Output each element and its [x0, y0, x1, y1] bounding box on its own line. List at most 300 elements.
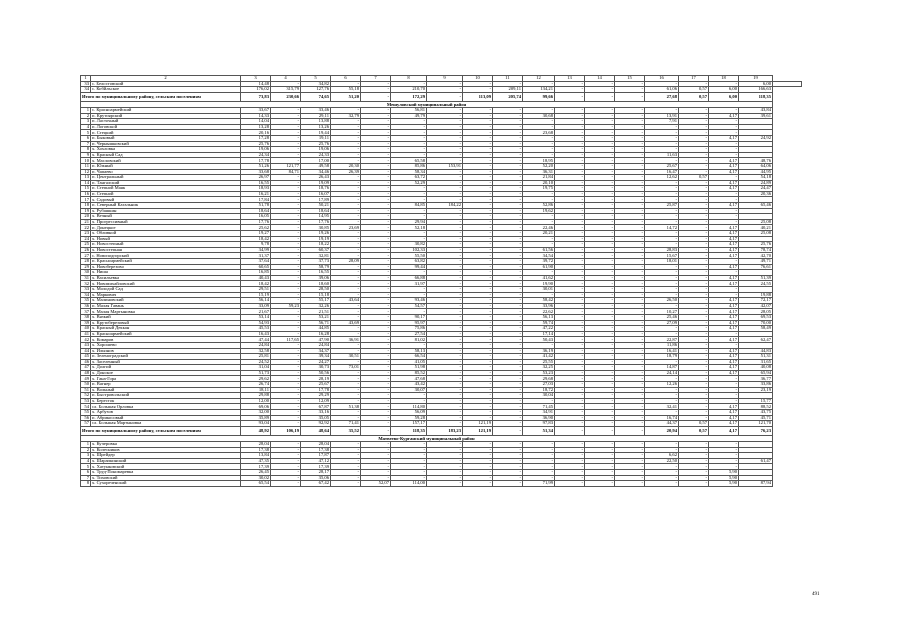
value-cell: 63,82 — [391, 259, 427, 265]
row-number: 6 — [81, 469, 91, 475]
value-cell: 58,42 — [523, 298, 555, 304]
value-cell: - — [493, 309, 523, 315]
row-number: 33 — [81, 286, 91, 292]
value-cell: - — [555, 426, 585, 436]
row-number: 20 — [81, 214, 91, 220]
value-cell: - — [555, 464, 585, 470]
value-cell: - — [331, 415, 361, 421]
value-cell: 30,01 — [523, 286, 555, 292]
value-cell: - — [427, 113, 463, 119]
value-cell: - — [585, 298, 615, 304]
value-cell: 12,26 — [645, 382, 679, 388]
value-cell: 78,74 — [739, 247, 773, 253]
row-name: х. Труд-Пономаревка — [91, 469, 241, 475]
value-cell: 51,34 — [523, 426, 555, 436]
value-cell: - — [463, 231, 493, 237]
row-number: 37 — [81, 309, 91, 315]
value-cell: - — [361, 236, 391, 242]
value-cell: - — [361, 264, 391, 270]
value-cell: - — [463, 147, 493, 153]
value-cell: - — [493, 259, 523, 265]
value-cell: - — [361, 314, 391, 320]
value-cell: - — [615, 81, 645, 87]
value-cell: - — [679, 337, 709, 343]
value-cell: - — [331, 158, 361, 164]
value-cell: 22,62 — [523, 309, 555, 315]
value-cell: - — [523, 447, 555, 453]
value-cell: - — [679, 275, 709, 281]
value-cell: - — [427, 147, 463, 153]
value-cell: - — [615, 236, 645, 242]
value-cell: - — [615, 447, 645, 453]
value-cell: - — [615, 475, 645, 481]
value-cell: - — [271, 342, 301, 348]
value-cell: - — [679, 469, 709, 475]
value-cell: 66,88 — [391, 275, 427, 281]
value-cell: 19,62 — [523, 208, 555, 214]
value-cell: 84,85 — [391, 203, 427, 209]
value-cell: - — [331, 370, 361, 376]
value-cell: - — [585, 404, 615, 410]
value-cell: - — [463, 453, 493, 459]
value-cell: - — [271, 119, 301, 125]
row-number: 2 — [81, 113, 91, 119]
value-cell: - — [585, 275, 615, 281]
row-number: 38 — [81, 314, 91, 320]
value-cell: - — [585, 81, 615, 87]
value-cell: 25,81 — [241, 354, 271, 360]
value-cell: - — [555, 337, 585, 343]
value-cell: - — [555, 458, 585, 464]
value-cell: 49,58 — [301, 163, 331, 169]
row-number: 14 — [81, 180, 91, 186]
value-cell: - — [709, 141, 739, 147]
value-cell: 51,39 — [739, 275, 773, 281]
value-cell: - — [555, 421, 585, 427]
value-cell: - — [463, 124, 493, 130]
row-number: 5 — [81, 464, 91, 470]
value-cell: - — [679, 370, 709, 376]
row-name: п. Красноармейский — [91, 259, 241, 265]
value-cell: - — [679, 447, 709, 453]
value-cell: - — [361, 275, 391, 281]
value-cell: - — [679, 130, 709, 136]
value-cell: 18,42 — [241, 236, 271, 242]
value-cell: 29,88 — [241, 393, 271, 399]
value-cell: 65,94 — [739, 370, 773, 376]
value-cell: 52,20 — [523, 163, 555, 169]
value-cell: - — [555, 281, 585, 287]
value-cell: 51,20 — [331, 92, 361, 102]
value-cell: 99,66 — [523, 92, 555, 102]
value-cell: - — [463, 141, 493, 147]
value-cell: 4,17 — [709, 354, 739, 360]
row-name: п. Южный — [91, 163, 241, 169]
value-cell: - — [585, 370, 615, 376]
row-number: 31 — [81, 275, 91, 281]
value-cell: 17,38 — [241, 447, 271, 453]
value-cell: - — [463, 320, 493, 326]
value-cell: 16,21 — [241, 191, 271, 197]
value-cell: - — [271, 175, 301, 181]
value-cell: - — [585, 320, 615, 326]
value-cell: - — [463, 135, 493, 141]
row-name: х. Кучеровка — [91, 442, 241, 448]
value-cell: - — [645, 158, 679, 164]
column-number: 9 — [427, 76, 463, 82]
value-cell: - — [645, 141, 679, 147]
row-number: 23 — [81, 231, 91, 237]
value-cell: - — [391, 442, 427, 448]
value-cell: - — [523, 197, 555, 203]
row-number: 7 — [81, 141, 91, 147]
value-cell: - — [331, 309, 361, 315]
value-cell: - — [331, 453, 361, 459]
value-cell: 23,68 — [523, 130, 555, 136]
row-name: х. Бересток — [91, 398, 241, 404]
value-cell: - — [361, 415, 391, 421]
value-cell: - — [331, 410, 361, 416]
row-name: п. Абрикосовый — [91, 415, 241, 421]
value-cell: - — [427, 298, 463, 304]
value-cell: - — [463, 475, 493, 481]
value-cell: - — [391, 197, 427, 203]
value-cell: - — [361, 376, 391, 382]
value-cell: - — [427, 415, 463, 421]
value-cell: 48,76 — [739, 158, 773, 164]
value-cell: - — [493, 337, 523, 343]
value-cell: 39,06 — [301, 275, 331, 281]
value-cell: - — [645, 464, 679, 470]
value-cell: 9,78 — [241, 242, 271, 248]
value-cell: - — [615, 247, 645, 253]
row-number: 16 — [81, 191, 91, 197]
value-cell: - — [615, 214, 645, 220]
value-cell: 63,72 — [391, 175, 427, 181]
value-cell: - — [463, 264, 493, 270]
value-cell: - — [271, 442, 301, 448]
value-cell: - — [679, 326, 709, 332]
value-cell: - — [555, 342, 585, 348]
value-cell: 43,84 — [739, 107, 773, 113]
value-cell: 18,72 — [523, 387, 555, 393]
value-cell: - — [271, 292, 301, 298]
value-cell: 26,45 — [241, 469, 271, 475]
value-cell: - — [271, 458, 301, 464]
value-cell: - — [271, 208, 301, 214]
value-cell: - — [493, 458, 523, 464]
value-cell: - — [493, 453, 523, 459]
value-cell: - — [555, 247, 585, 253]
value-cell: - — [427, 387, 463, 393]
value-cell: - — [709, 393, 739, 399]
value-cell: 70,00 — [739, 320, 773, 326]
value-cell: 47,68 — [391, 376, 427, 382]
value-cell: 28,17 — [301, 469, 331, 475]
value-cell: - — [585, 236, 615, 242]
value-cell: - — [271, 298, 301, 304]
row-name: сл. Большая Мартыновка — [91, 421, 241, 427]
value-cell: - — [493, 286, 523, 292]
row-name: п. Вагнер — [91, 382, 241, 388]
row-name: х. Сухореченский — [91, 481, 241, 487]
row-number: 27 — [81, 253, 91, 259]
value-cell: - — [645, 197, 679, 203]
value-cell: - — [493, 191, 523, 197]
value-cell: - — [361, 320, 391, 326]
value-cell: 17,78 — [241, 158, 271, 164]
row-number: 41 — [81, 331, 91, 337]
value-cell: - — [391, 208, 427, 214]
value-cell: - — [493, 152, 523, 158]
value-cell: - — [427, 107, 463, 113]
value-cell: 31,37 — [241, 253, 271, 259]
value-cell: - — [361, 152, 391, 158]
value-cell: - — [391, 152, 427, 158]
value-cell: - — [331, 292, 361, 298]
value-cell: - — [463, 337, 493, 343]
value-cell: 4,17 — [709, 225, 739, 231]
value-cell: - — [463, 393, 493, 399]
value-cell: - — [555, 107, 585, 113]
value-cell: - — [331, 175, 361, 181]
value-cell: 50,21 — [301, 203, 331, 209]
value-cell: - — [615, 259, 645, 265]
value-cell: 60,65 — [241, 264, 271, 270]
value-cell: - — [361, 382, 391, 388]
value-cell: 4,17 — [709, 348, 739, 354]
value-cell: - — [331, 81, 361, 87]
column-number: 15 — [615, 76, 645, 82]
value-cell: - — [493, 387, 523, 393]
value-cell: 40,21 — [739, 225, 773, 231]
value-cell: - — [555, 163, 585, 169]
value-cell: 32,79 — [331, 113, 361, 119]
value-cell: - — [615, 231, 645, 237]
value-cell: 4,17 — [709, 359, 739, 365]
value-cell: 35,89 — [241, 415, 271, 421]
value-cell: - — [679, 242, 709, 248]
row-name: х. Обливной — [91, 231, 241, 237]
value-cell: - — [585, 270, 615, 276]
value-cell: 176,02 — [241, 87, 271, 93]
row-name: х. Масловский — [91, 158, 241, 164]
value-cell: - — [427, 253, 463, 259]
value-cell: - — [523, 270, 555, 276]
value-cell: 33,16 — [301, 410, 331, 416]
value-cell: - — [463, 203, 493, 209]
value-cell: - — [361, 426, 391, 436]
value-cell: - — [331, 242, 361, 248]
value-cell: - — [427, 214, 463, 220]
row-name: х. Арбузов — [91, 410, 241, 416]
value-cell: 15,18 — [301, 292, 331, 298]
row-number: 40 — [81, 326, 91, 332]
value-cell: - — [493, 119, 523, 125]
value-cell: - — [463, 303, 493, 309]
value-cell: - — [523, 453, 555, 459]
value-cell: 4,17 — [709, 158, 739, 164]
value-cell: - — [523, 147, 555, 153]
value-cell: - — [645, 270, 679, 276]
value-cell: - — [391, 398, 427, 404]
value-cell: - — [361, 337, 391, 343]
row-number: 42 — [81, 337, 91, 343]
value-cell: - — [585, 342, 615, 348]
value-cell: - — [585, 447, 615, 453]
section-title: Мешуловский муниципальный район — [81, 102, 773, 108]
value-cell: - — [361, 387, 391, 393]
value-cell: - — [391, 464, 427, 470]
value-cell: 4,17 — [709, 163, 739, 169]
value-cell: - — [585, 259, 615, 265]
value-cell: - — [555, 197, 585, 203]
value-cell: 36,90 — [523, 415, 555, 421]
value-cell: - — [615, 203, 645, 209]
row-number: 3 — [81, 119, 91, 125]
value-cell: 4,17 — [709, 370, 739, 376]
value-cell: - — [361, 247, 391, 253]
value-cell: - — [361, 447, 391, 453]
value-cell: - — [271, 214, 301, 220]
value-cell: 10,27 — [645, 309, 679, 315]
value-cell: - — [585, 365, 615, 371]
row-name: х. Новоберезово — [91, 264, 241, 270]
value-cell: - — [331, 247, 361, 253]
value-cell: - — [493, 303, 523, 309]
value-cell: - — [585, 426, 615, 436]
value-cell: - — [361, 309, 391, 315]
row-name: п. Степной Маяк — [91, 186, 241, 192]
value-cell: 24,89 — [739, 180, 773, 186]
value-cell: 17,87 — [301, 453, 331, 459]
value-cell: 4,17 — [709, 275, 739, 281]
value-cell: - — [391, 342, 427, 348]
value-cell: - — [615, 147, 645, 153]
row-name: х. Малая Мартыновка — [91, 309, 241, 315]
value-cell: - — [493, 421, 523, 427]
value-cell: - — [463, 107, 493, 113]
value-cell: - — [585, 119, 615, 125]
value-cell: 34,91 — [523, 410, 555, 416]
value-cell: - — [523, 219, 555, 225]
value-cell: - — [271, 242, 301, 248]
row-name: п. Центральный — [91, 175, 241, 181]
value-cell: - — [493, 158, 523, 164]
value-cell: - — [361, 163, 391, 169]
value-cell: - — [463, 259, 493, 265]
value-cell: 33,68 — [241, 169, 271, 175]
value-cell: - — [645, 107, 679, 113]
value-cell: - — [271, 81, 301, 87]
column-number: 19 — [739, 76, 773, 82]
row-name: х. Гана-Гора — [91, 376, 241, 382]
row-name: х. Новостепная — [91, 247, 241, 253]
value-cell: 85,86 — [391, 163, 427, 169]
value-cell: - — [615, 208, 645, 214]
row-number: 8 — [81, 481, 91, 487]
row-name: с. Белостовский — [91, 81, 241, 87]
value-cell: - — [271, 453, 301, 459]
value-cell: - — [615, 292, 645, 298]
row-name: п. Зеленоградский — [91, 354, 241, 360]
value-cell: - — [679, 264, 709, 270]
value-cell: 71,41 — [331, 421, 361, 427]
value-cell: 92,92 — [301, 421, 331, 427]
value-cell: - — [391, 447, 427, 453]
value-cell: - — [523, 152, 555, 158]
value-cell: - — [463, 331, 493, 337]
value-cell: - — [645, 387, 679, 393]
value-cell: - — [523, 292, 555, 298]
value-cell: - — [555, 92, 585, 102]
value-cell: - — [361, 398, 391, 404]
value-cell: - — [493, 197, 523, 203]
value-cell: - — [679, 180, 709, 186]
row-name: х. Хорошево — [91, 342, 241, 348]
value-cell: - — [585, 113, 615, 119]
value-cell: 76,23 — [739, 426, 773, 436]
page-number: 491 — [812, 592, 820, 597]
value-cell: 37,64 — [241, 259, 271, 265]
value-cell: - — [555, 365, 585, 371]
value-cell: 25,76 — [241, 141, 271, 147]
value-cell: - — [427, 135, 463, 141]
value-cell: 4,17 — [709, 203, 739, 209]
value-cell: - — [391, 292, 427, 298]
value-cell: - — [463, 158, 493, 164]
value-cell: 20,36 — [739, 191, 773, 197]
value-cell: - — [361, 186, 391, 192]
row-name: х. Новомихайловский — [91, 281, 241, 287]
row-number: 48 — [81, 370, 91, 376]
value-cell: 73,83 — [241, 92, 271, 102]
value-cell: - — [493, 169, 523, 175]
value-cell: - — [463, 292, 493, 298]
value-cell: 47,22 — [523, 326, 555, 332]
value-cell: - — [709, 382, 739, 388]
value-cell: - — [615, 398, 645, 404]
value-cell: - — [331, 231, 361, 237]
value-cell: - — [555, 87, 585, 93]
value-cell: - — [361, 281, 391, 287]
value-cell: - — [427, 442, 463, 448]
value-cell: 58,13 — [391, 348, 427, 354]
value-cell: - — [615, 359, 645, 365]
row-number: 11 — [81, 163, 91, 169]
value-cell: - — [679, 453, 709, 459]
value-cell: 210,70 — [391, 87, 427, 93]
value-cell: - — [331, 130, 361, 136]
value-cell: - — [463, 253, 493, 259]
value-cell: 49,79 — [391, 113, 427, 119]
value-cell: - — [679, 359, 709, 365]
value-cell: - — [331, 214, 361, 220]
value-cell: 43,42 — [391, 382, 427, 388]
value-cell: 21,84 — [523, 175, 555, 181]
value-cell: 55,18 — [331, 87, 361, 93]
value-cell: - — [493, 214, 523, 220]
value-cell: - — [585, 292, 615, 298]
value-cell: - — [679, 81, 709, 87]
value-cell: - — [709, 447, 739, 453]
value-cell: 87,94 — [739, 481, 773, 487]
value-cell: - — [361, 158, 391, 164]
value-cell: - — [493, 141, 523, 147]
value-cell: - — [585, 481, 615, 487]
value-cell: - — [463, 387, 493, 393]
value-cell: - — [555, 152, 585, 158]
